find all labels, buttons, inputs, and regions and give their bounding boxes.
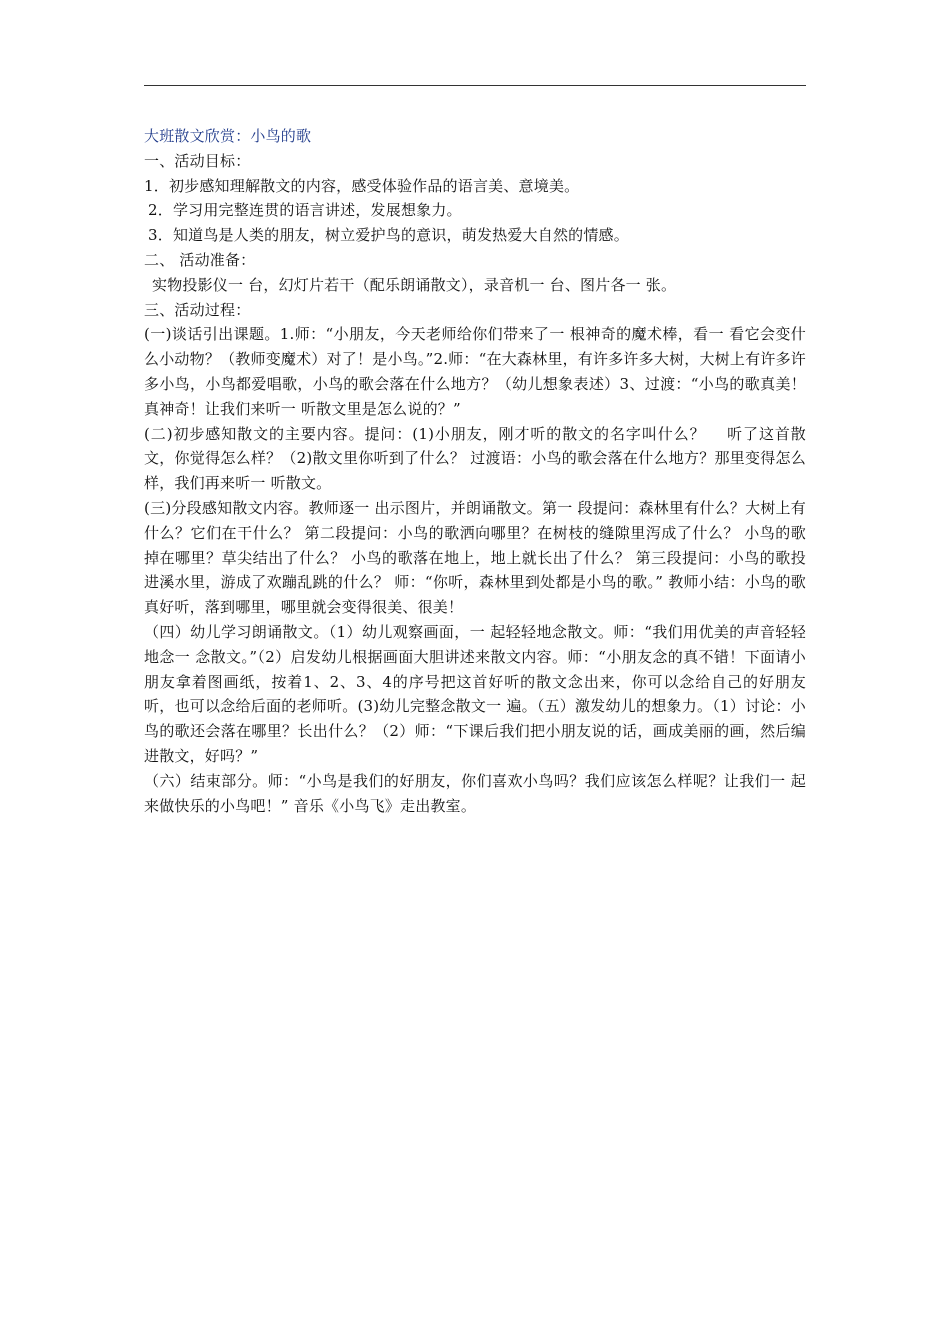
document-title: 大班散文欣赏：小鸟的歌 [144,127,312,145]
section-heading-process: 三、活动过程： [144,300,251,319]
process-paragraph-2: (二)初步感知散文的主要内容。提问：(1)小朋友，刚才听的散文的名字叫什么？ 听了这首散文，你觉得怎么样？（2)散文里你听到了什么？ 过渡语：小鸟的歌会落在什么地方？那里变得怎么样，我们再来听一 听散文。 [144,424,806,493]
goal-item-2: 2．学习用完整连贯的语言讲述，发展想象力。 [148,201,462,220]
preparation-text: 实物投影仪一 台，幻灯片若干（配乐朗诵散文），录音机一 台、图片各一 张。 [152,275,677,294]
section-heading-goals: 一、活动目标： [144,151,251,170]
process-paragraph-4: （四）幼儿学习朗诵散文。（1）幼儿观察画面，一 起轻轻地念散文。师：“我们用优美的声音轻轻地念一 念散文。”（2）启发幼儿根据画面大胆讲述来散文内容。师：“小朋友念的真不错！下面请小朋友拿着图画纸，按着1、2、3、4的序号把这首好听的散文念出来，你可以念给自己的好朋友听，也可以念给后面的老师听。(3)幼儿完整念散文一 遍。（五）激发幼儿的想象力。（1）讨论：小鸟的歌还会落在哪里？长出什么？（2）师：“下课后我们把小朋友说的话，画成美丽的画，然后编进散文，好吗？” [144,622,806,765]
section-heading-preparation: 二、 活动准备： [144,250,256,269]
goal-item-1: 1．初步感知理解散文的内容，感受体验作品的语言美、意境美。 [144,176,580,195]
process-paragraph-5: （六）结束部分。师：“小鸟是我们的好朋友，你们喜欢小鸟吗？我们应该怎么样呢？让我们一 起来做快乐的小鸟吧！” 音乐《小鸟飞》走出教室。 [144,771,806,815]
goal-item-3: 3．知道鸟是人类的朋友，树立爱护鸟的意识，萌发热爱大自然的情感。 [148,226,629,245]
process-paragraph-1: (一)谈话引出课题。1.师：“小朋友，今天老师给你们带来了一 根神奇的魔术棒，看一 看它会变什么小动物？（教师变魔术）对了！是小鸟。”2.师：“在大森林里，有许多许多大树，大树上有许多许多小鸟，小鸟都爱唱歌，小鸟的歌会落在什么地方？（幼儿想象表述）3、过渡：“小鸟的歌真美！真神奇！让我们来听一 听散文里是怎么说的？” [144,325,806,418]
process-paragraph-3: (三)分段感知散文内容。教师逐一 出示图片，并朗诵散文。第一 段提问：森林里有什么？大树上有什么？它们在干什么？ 第二段提问：小鸟的歌洒向哪里？在树枝的缝隙里泻成了什么？ 小鸟的歌掉在哪里？草尖结出了什么？ 小鸟的歌落在地上，地上就长出了什么？ 第三段提问：小鸟的歌投进溪水里，游成了欢蹦乱跳的什么？ 师：“你听，森林里到处都是小鸟的歌。” 教师小结：小鸟的歌真好听，落到哪里，哪里就会变得很美、很美！ [144,498,806,617]
document-body [144,124,806,818]
header-rule [144,85,806,86]
